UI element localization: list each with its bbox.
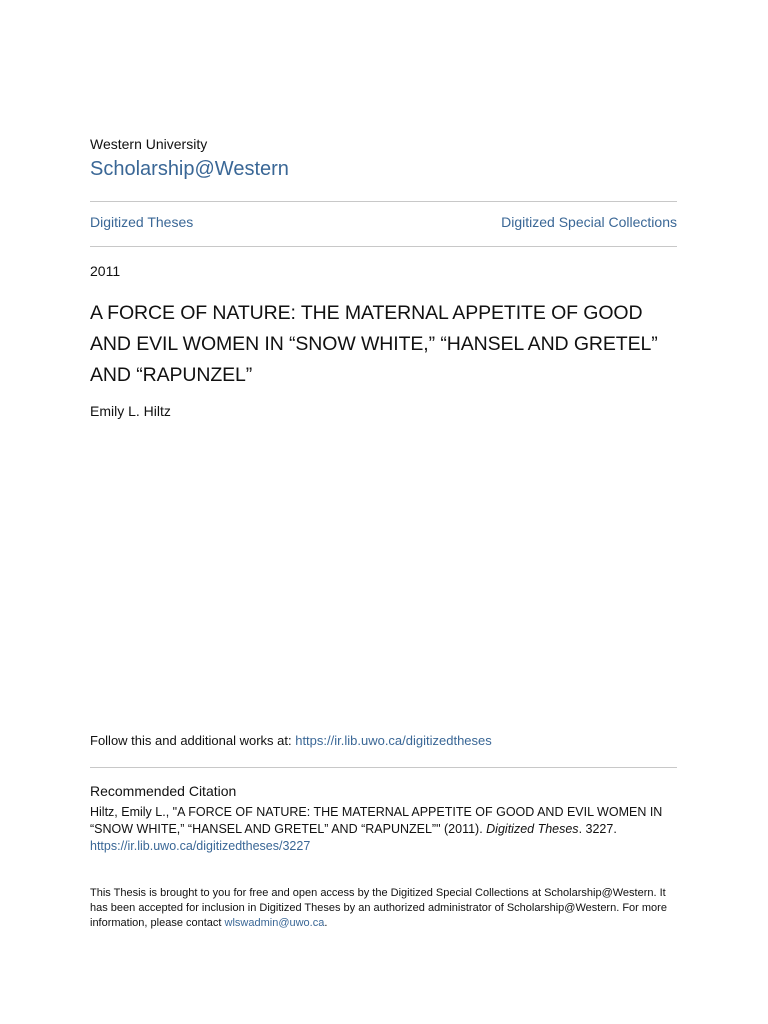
divider [90,201,677,202]
follow-line [90,733,492,748]
citation-journal: Digitized Theses [486,822,579,836]
publication-year: 2011 [90,263,121,279]
divider [90,246,677,247]
collection-url-link[interactable]: https://ir.lib.uwo.ca/digitizedtheses [295,733,492,748]
citation-url-link[interactable]: https://ir.lib.uwo.ca/digitizedtheses/3227 [90,839,311,853]
institution-name: Western University [90,136,208,152]
footer-end: . [324,917,328,929]
citation-body: Hiltz, Emily L., "A FORCE OF NATURE: THE MATERNAL APPETITE OF GOOD AND EVIL WOMEN IN “SNOW WHITE,” “HANSEL AND GRETEL” AND “RAPUNZEL”" (2011). [90,805,663,836]
citation-text [90,804,680,855]
repository-link[interactable]: Scholarship@Western [90,158,289,180]
digitized-special-collections-link[interactable]: Digitized Special Collections [501,214,677,230]
footer-notice [90,886,680,931]
footer-text: This Thesis is brought to you for free and open access by the Digitized Special Collections at Scholarship@Western. It has been accepted for inclusion in Digitized Theses by an authorized administrator of Scholarship@Western. For more information, please contact [90,887,667,929]
author-name: Emily L. Hiltz [90,403,171,419]
divider [90,767,677,768]
contact-email-link[interactable]: wlswadmin@uwo.ca [224,917,325,929]
document-title: A FORCE OF NATURE: THE MATERNAL APPETITE OF GOOD AND EVIL WOMEN IN “SNOW WHITE,” “HANSEL AND GRETEL” AND “RAPUNZEL” [90,302,658,386]
citation-number: . 3227. [578,822,617,836]
digitized-theses-link[interactable]: Digitized Theses [90,214,194,230]
follow-text: Follow this and additional works at: [90,733,296,748]
recommended-citation-heading: Recommended Citation [90,783,237,799]
